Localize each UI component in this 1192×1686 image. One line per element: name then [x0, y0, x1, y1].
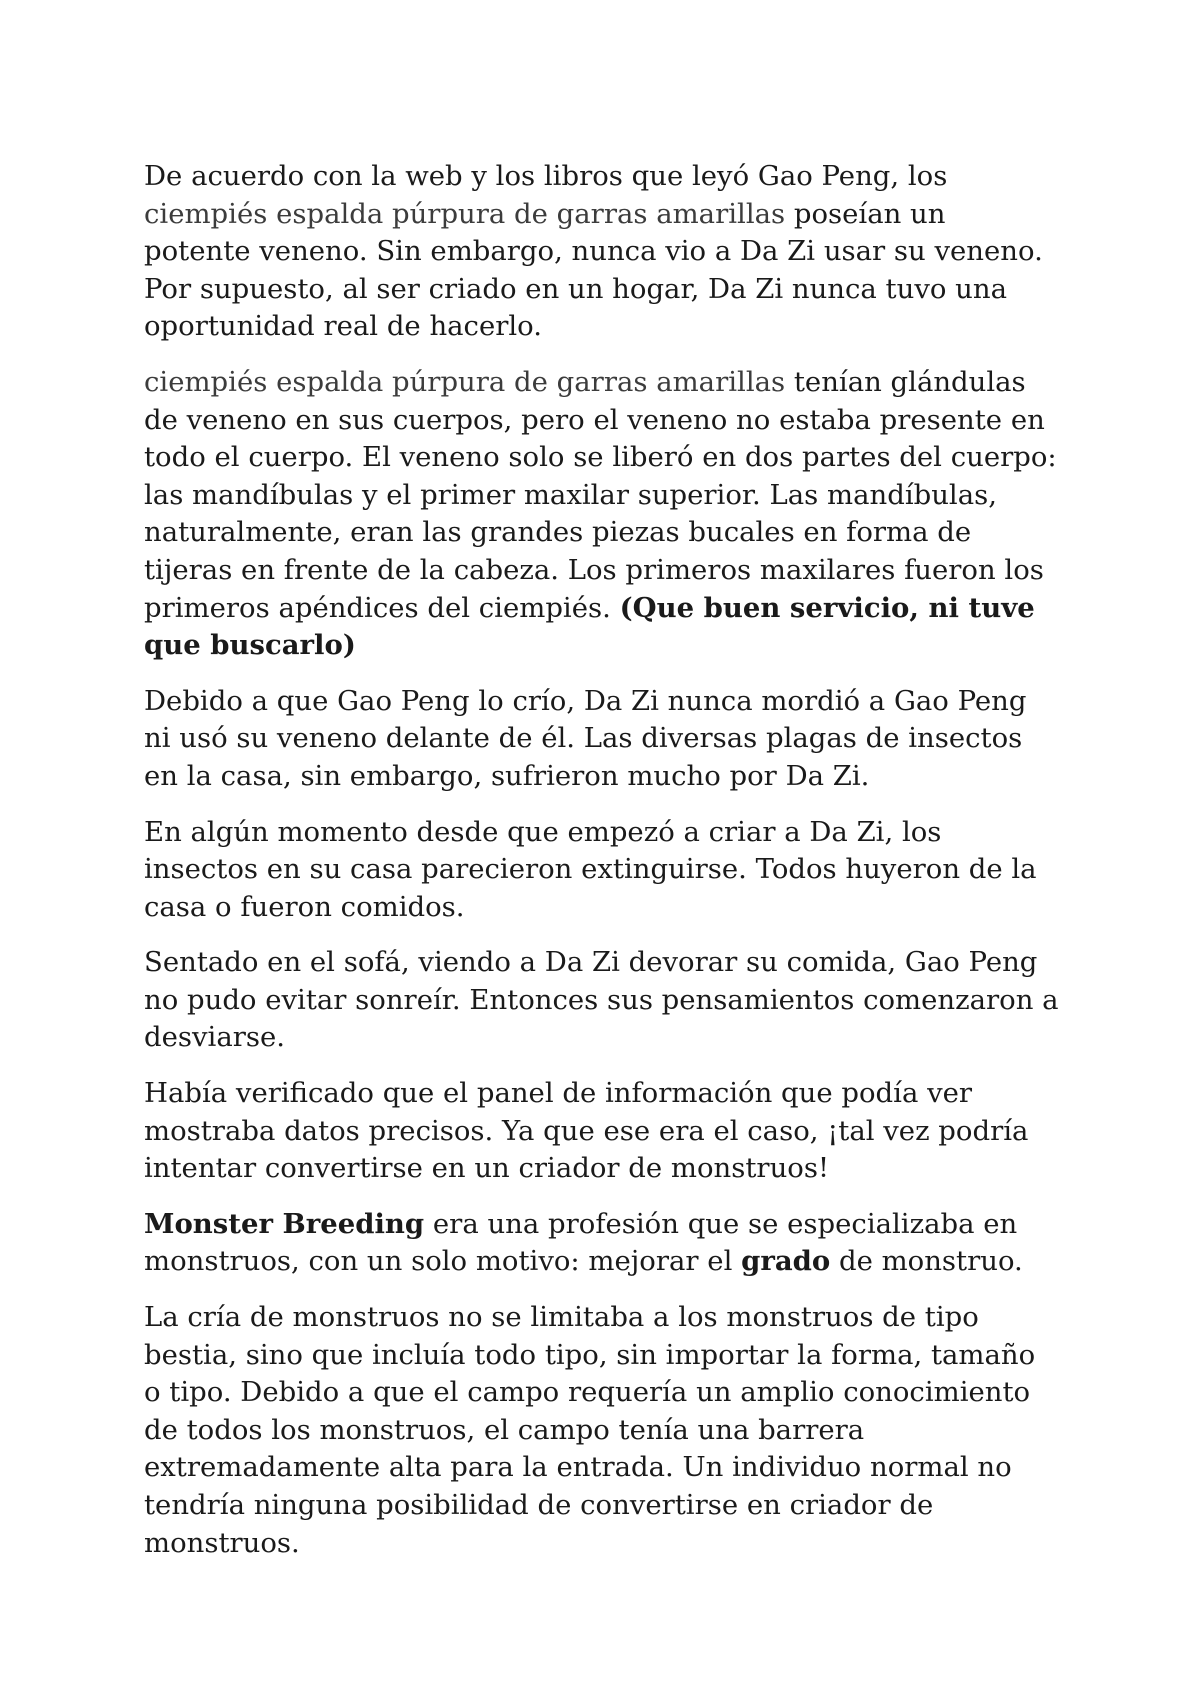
paragraph-7-text-2: de monstruo.	[830, 1245, 1023, 1278]
paragraph-1-text-2: poseían un potente veneno. Sin embargo, nunca vio a Da Zi usar su veneno. Por supuesto, al ser criado en un hogar, Da Zi nunca tuvo una oportunidad real de hacerlo.	[144, 197, 1043, 343]
paragraph-4-text: En algún momento desde que empezó a criar a Da Zi, los insectos en su casa parecieron extinguirse. Todos huyeron de la casa o fueron comidos.	[144, 815, 1037, 923]
paragraph-3	[144, 683, 1059, 796]
paragraph-4	[144, 814, 1059, 927]
translator-note: (Que buen servicio, ni tuve que buscarlo)	[144, 591, 1035, 662]
paragraph-5-text: Sentado en el sofá, viendo a Da Zi devorar su comida, Gao Peng no pudo evitar sonreír. Entonces sus pensamientos comenzaron a desviarse.	[144, 946, 1059, 1054]
term-grado: grado	[741, 1245, 831, 1278]
paragraph-8	[144, 1299, 1059, 1562]
paragraph-7-text-1: era una profesión que se especializaba en monstruos, con un solo motivo: mejorar el	[144, 1207, 1018, 1278]
term-monster-breeding: Monster Breeding	[144, 1207, 425, 1240]
creature-name-link: ciempiés espalda púrpura de garras amarillas	[144, 365, 786, 398]
paragraph-8-text: La cría de monstruos no se limitaba a los monstruos de tipo bestia, sino que incluía todo tipo, sin importar la forma, tamaño o tipo. Debido a que el campo requería un amplio conocimiento de todos los monstruos, el campo tenía una barrera extremadamente alta para la entrada. Un individuo normal no tendría ninguna posibilidad de convertirse en criador de monstruos.	[144, 1301, 1036, 1559]
paragraph-1	[144, 158, 1059, 346]
paragraph-2	[144, 364, 1059, 665]
paragraph-1-text-1: De acuerdo con la web y los libros que leyó Gao Peng, los	[144, 160, 948, 192]
paragraph-5	[144, 944, 1059, 1057]
document-body	[144, 158, 1059, 1580]
creature-name-link: ciempiés espalda púrpura de garras amarillas	[144, 197, 786, 230]
paragraph-6	[144, 1075, 1059, 1188]
paragraph-2-text-1: tenían glándulas de veneno en sus cuerpos, pero el veneno no estaba presente en todo el cuerpo. El veneno solo se liberó en dos partes del cuerpo: las mandíbulas y el primer maxilar superior. Las mandíbulas, naturalmente, eran las grandes piezas bucales en forma de tijeras en frente de la cabeza. Los primeros maxilares fueron los primeros apéndices del ciempiés.	[144, 365, 1057, 624]
paragraph-3-text: Debido a que Gao Peng lo crío, Da Zi nunca mordió a Gao Peng ni usó su veneno delante de él. Las diversas plagas de insectos en la casa, sin embargo, sufrieron mucho por Da Zi.	[144, 684, 1027, 792]
paragraph-6-text: Había verificado que el panel de información que podía ver mostraba datos precisos. Ya que ese era el caso, ¡tal vez podría intentar convertirse en un criador de monstruos!	[144, 1077, 1029, 1185]
paragraph-7	[144, 1206, 1059, 1281]
